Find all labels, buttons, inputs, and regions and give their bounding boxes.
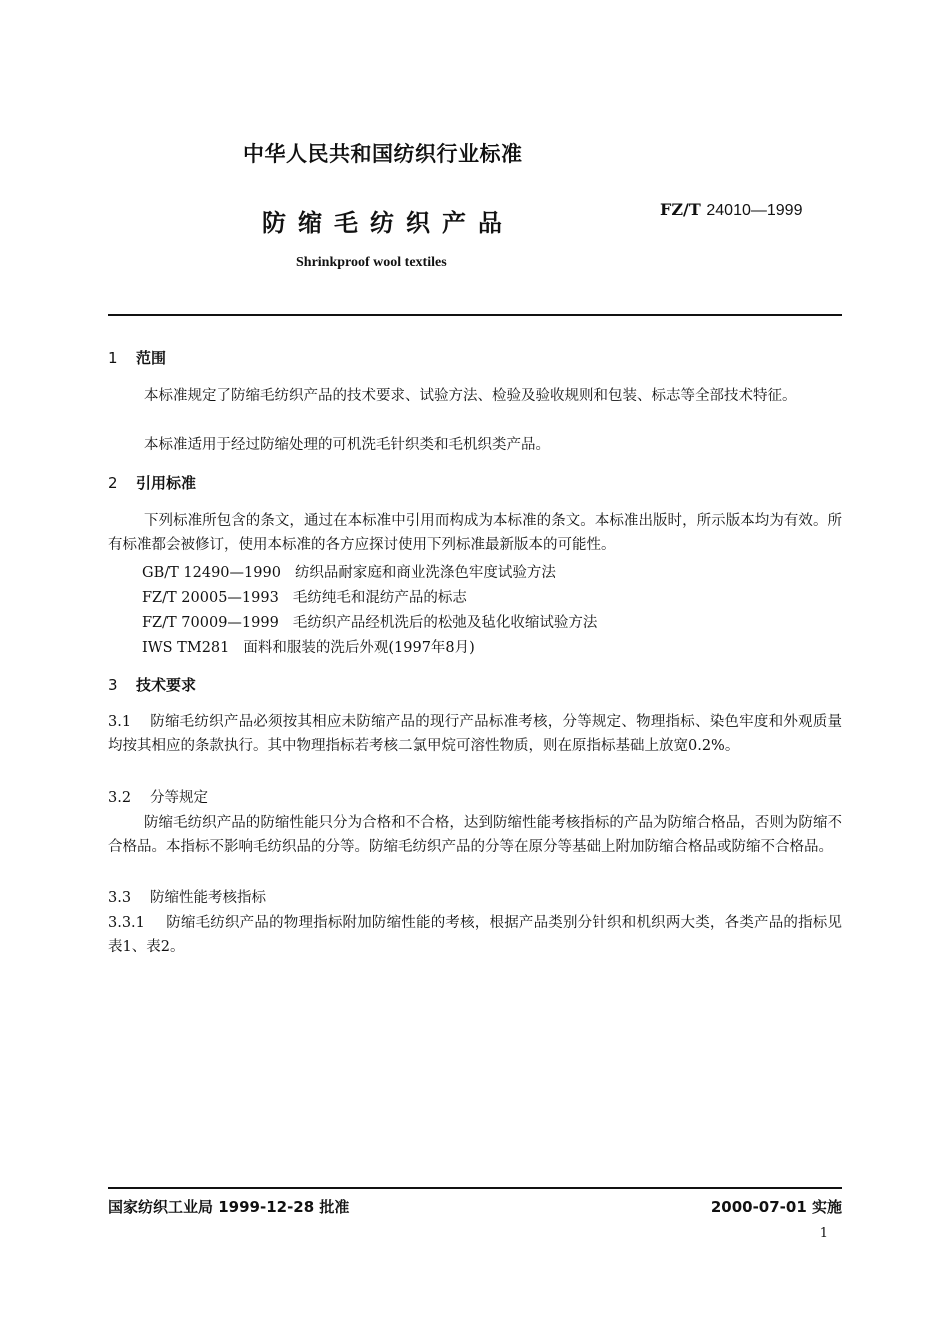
clause-title: 防缩性能考核指标 <box>150 890 266 906</box>
section-2-heading <box>108 472 196 493</box>
reference-code: GB/T 12490—1990 <box>142 565 281 581</box>
section-title: 技术要求 <box>136 676 197 694</box>
document-title: 防缩毛纺织产品 <box>262 209 514 237</box>
page-number: 1 <box>819 1226 828 1241</box>
clause-text: 防缩毛纺织产品的物理指标附加防缩性能的考核，根据产品类别分针织和机织两大类，各类产品的指标见表1、表2。 <box>108 915 842 955</box>
header-divider <box>108 314 842 316</box>
reference-item <box>142 586 467 607</box>
section-title: 引用标准 <box>136 474 197 492</box>
approval-date: 国家纺织工业局 1999-12-28 批准 <box>108 1198 350 1216</box>
section-number: 2 <box>108 474 118 492</box>
standard-code-prefix: FZ/T <box>660 200 701 219</box>
section-1-heading <box>108 347 166 368</box>
clause-number: 3.3 <box>108 890 132 906</box>
section-number: 1 <box>108 349 118 367</box>
standard-code-number: 24010—1999 <box>706 202 803 219</box>
reference-code: IWS TM281 <box>142 640 230 656</box>
reference-title: 面料和服装的洗后外观(1997年8月) <box>243 640 475 656</box>
section-number: 3 <box>108 676 118 694</box>
reference-title: 纺织品耐家庭和商业洗涤色牢度试验方法 <box>294 565 556 581</box>
clause-number: 3.3.1 <box>108 915 145 931</box>
effective-date: 2000-07-01 实施 <box>710 1198 842 1216</box>
reference-code: FZ/T 20005—1993 <box>142 590 279 606</box>
reference-title: 毛纺织产品经机洗后的松弛及毡化收缩试验方法 <box>292 615 598 631</box>
reference-item <box>142 561 556 582</box>
clause-3-2-paragraph: 防缩毛纺织产品的防缩性能只分为合格和不合格，达到防缩性能考核指标的产品为防缩合格品，否则为防缩不合格品。本指标不影响毛纺织品的分等。防缩毛纺织产品的分等在原分等基础上附加防缩合格品或防缩不合格品。 <box>108 815 842 855</box>
clause-3-2-heading <box>108 786 208 807</box>
clause-3-3-1 <box>108 911 842 959</box>
footer-divider <box>108 1187 842 1189</box>
standard-type-header: 中华人民共和国纺织行业标准 <box>243 142 523 166</box>
clause-number: 3.1 <box>108 714 132 730</box>
clause-3-3-heading <box>108 886 266 907</box>
section-1-paragraph-1: 本标准规定了防缩毛纺织产品的技术要求、试验方法、检验及验收规则和包装、标志等全部技术特征。 <box>144 388 797 404</box>
reference-item <box>142 611 597 632</box>
english-subtitle: Shrinkproof wool textiles <box>296 255 447 270</box>
clause-title: 分等规定 <box>150 790 208 806</box>
standard-code <box>660 200 802 220</box>
clause-number: 3.2 <box>108 790 132 806</box>
clause-3-1 <box>108 710 842 758</box>
section-title: 范围 <box>136 349 167 367</box>
reference-code: FZ/T 70009—1999 <box>142 615 279 631</box>
reference-item <box>142 636 475 657</box>
clause-text: 防缩毛纺织产品必须按其相应未防缩产品的现行产品标准考核，分等规定、物理指标、染色牢度和外观质量均按其相应的条款执行。其中物理指标若考核二氯甲烷可溶性物质，则在原指标基础上放宽0.2%。 <box>108 714 842 754</box>
section-3-heading <box>108 674 196 695</box>
reference-title: 毛纺纯毛和混纺产品的标志 <box>292 590 467 606</box>
section-1-paragraph-2: 本标准适用于经过防缩处理的可机洗毛针织类和毛机织类产品。 <box>144 437 550 453</box>
section-2-paragraph-1: 下列标准所包含的条文，通过在本标准中引用而构成为本标准的条文。本标准出版时，所示版本均为有效。所有标准都会被修订，使用本标准的各方应探讨使用下列标准最新版本的可能性。 <box>108 513 842 553</box>
